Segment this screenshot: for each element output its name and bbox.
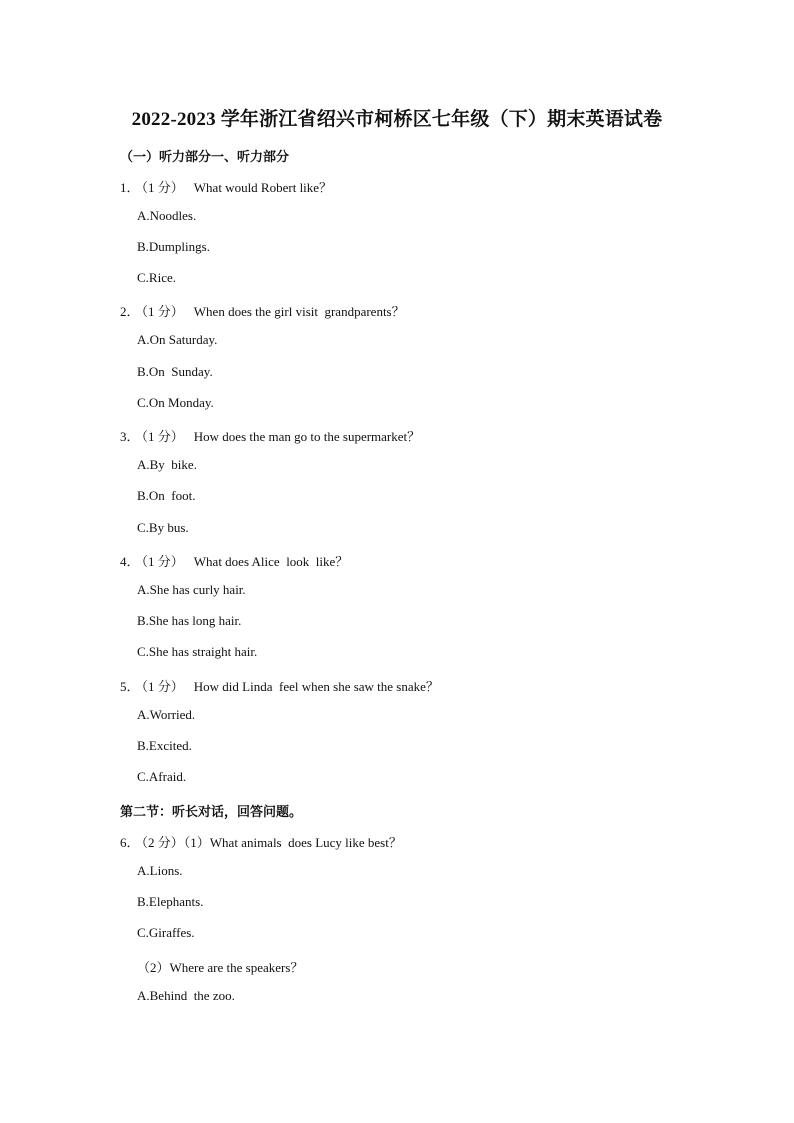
question-number: 6．	[120, 835, 140, 850]
question-text: When does the girl visit grandparents？	[193, 304, 405, 319]
question-score: （2 分）	[141, 835, 184, 850]
option-4b: B.She has long hair.	[137, 613, 242, 628]
question-text: How did Linda feel when she saw the snake？	[193, 679, 439, 694]
section-heading-long-dialogue: 第二节：听长对话，回答问题。	[120, 804, 303, 819]
question-5	[120, 676, 439, 695]
option-6-1c: C.Giraffes.	[137, 925, 195, 940]
option-3c: C.By bus.	[137, 520, 189, 535]
question-1	[120, 177, 332, 196]
option-3a: A.By bike.	[137, 457, 197, 472]
question-score: （1 分）	[141, 679, 184, 694]
sub-question-6-2: （2）Where are the speakers？	[137, 960, 304, 975]
question-6	[120, 832, 402, 851]
option-1a: A.Noodles.	[137, 208, 197, 223]
option-5b: B.Excited.	[137, 738, 192, 753]
option-4a: A.She has curly hair.	[137, 582, 246, 597]
option-5c: C.Afraid.	[137, 769, 187, 784]
option-4c: C.She has straight hair.	[137, 644, 258, 659]
question-2	[120, 301, 405, 320]
question-number: 2．	[120, 304, 140, 319]
option-2b: B.On Sunday.	[137, 364, 213, 379]
option-6-1b: B.Elephants.	[137, 894, 204, 909]
question-text: What would Robert like？	[193, 180, 333, 195]
option-6-2a: A.Behind the zoo.	[137, 988, 235, 1003]
question-4	[120, 551, 348, 570]
page-title: 2022-2023 学年浙江省绍兴市柯桥区七年级（下）期末英语试卷	[131, 109, 663, 130]
option-2a: A.On Saturday.	[137, 332, 218, 347]
question-text: （1）What animals does Lucy like best？	[183, 835, 402, 850]
question-text: How does the man go to the supermarket？	[193, 429, 421, 444]
option-3b: B.On foot.	[137, 488, 196, 503]
option-6-1a: A.Lions.	[137, 863, 183, 878]
question-score: （1 分）	[141, 554, 184, 569]
question-3	[120, 426, 420, 445]
question-text: What does Alice look like？	[193, 554, 349, 569]
question-score: （1 分）	[141, 180, 184, 195]
question-number: 5．	[120, 679, 140, 694]
section-heading-listening: （一）听力部分一、听力部分	[120, 149, 290, 164]
question-score: （1 分）	[141, 429, 184, 444]
option-5a: A.Worried.	[137, 707, 196, 722]
question-number: 1．	[120, 180, 140, 195]
question-number: 3．	[120, 429, 140, 444]
option-1b: B.Dumplings.	[137, 239, 210, 254]
question-number: 4．	[120, 554, 140, 569]
option-1c: C.Rice.	[137, 270, 176, 285]
question-score: （1 分）	[141, 304, 184, 319]
option-2c: C.On Monday.	[137, 395, 214, 410]
